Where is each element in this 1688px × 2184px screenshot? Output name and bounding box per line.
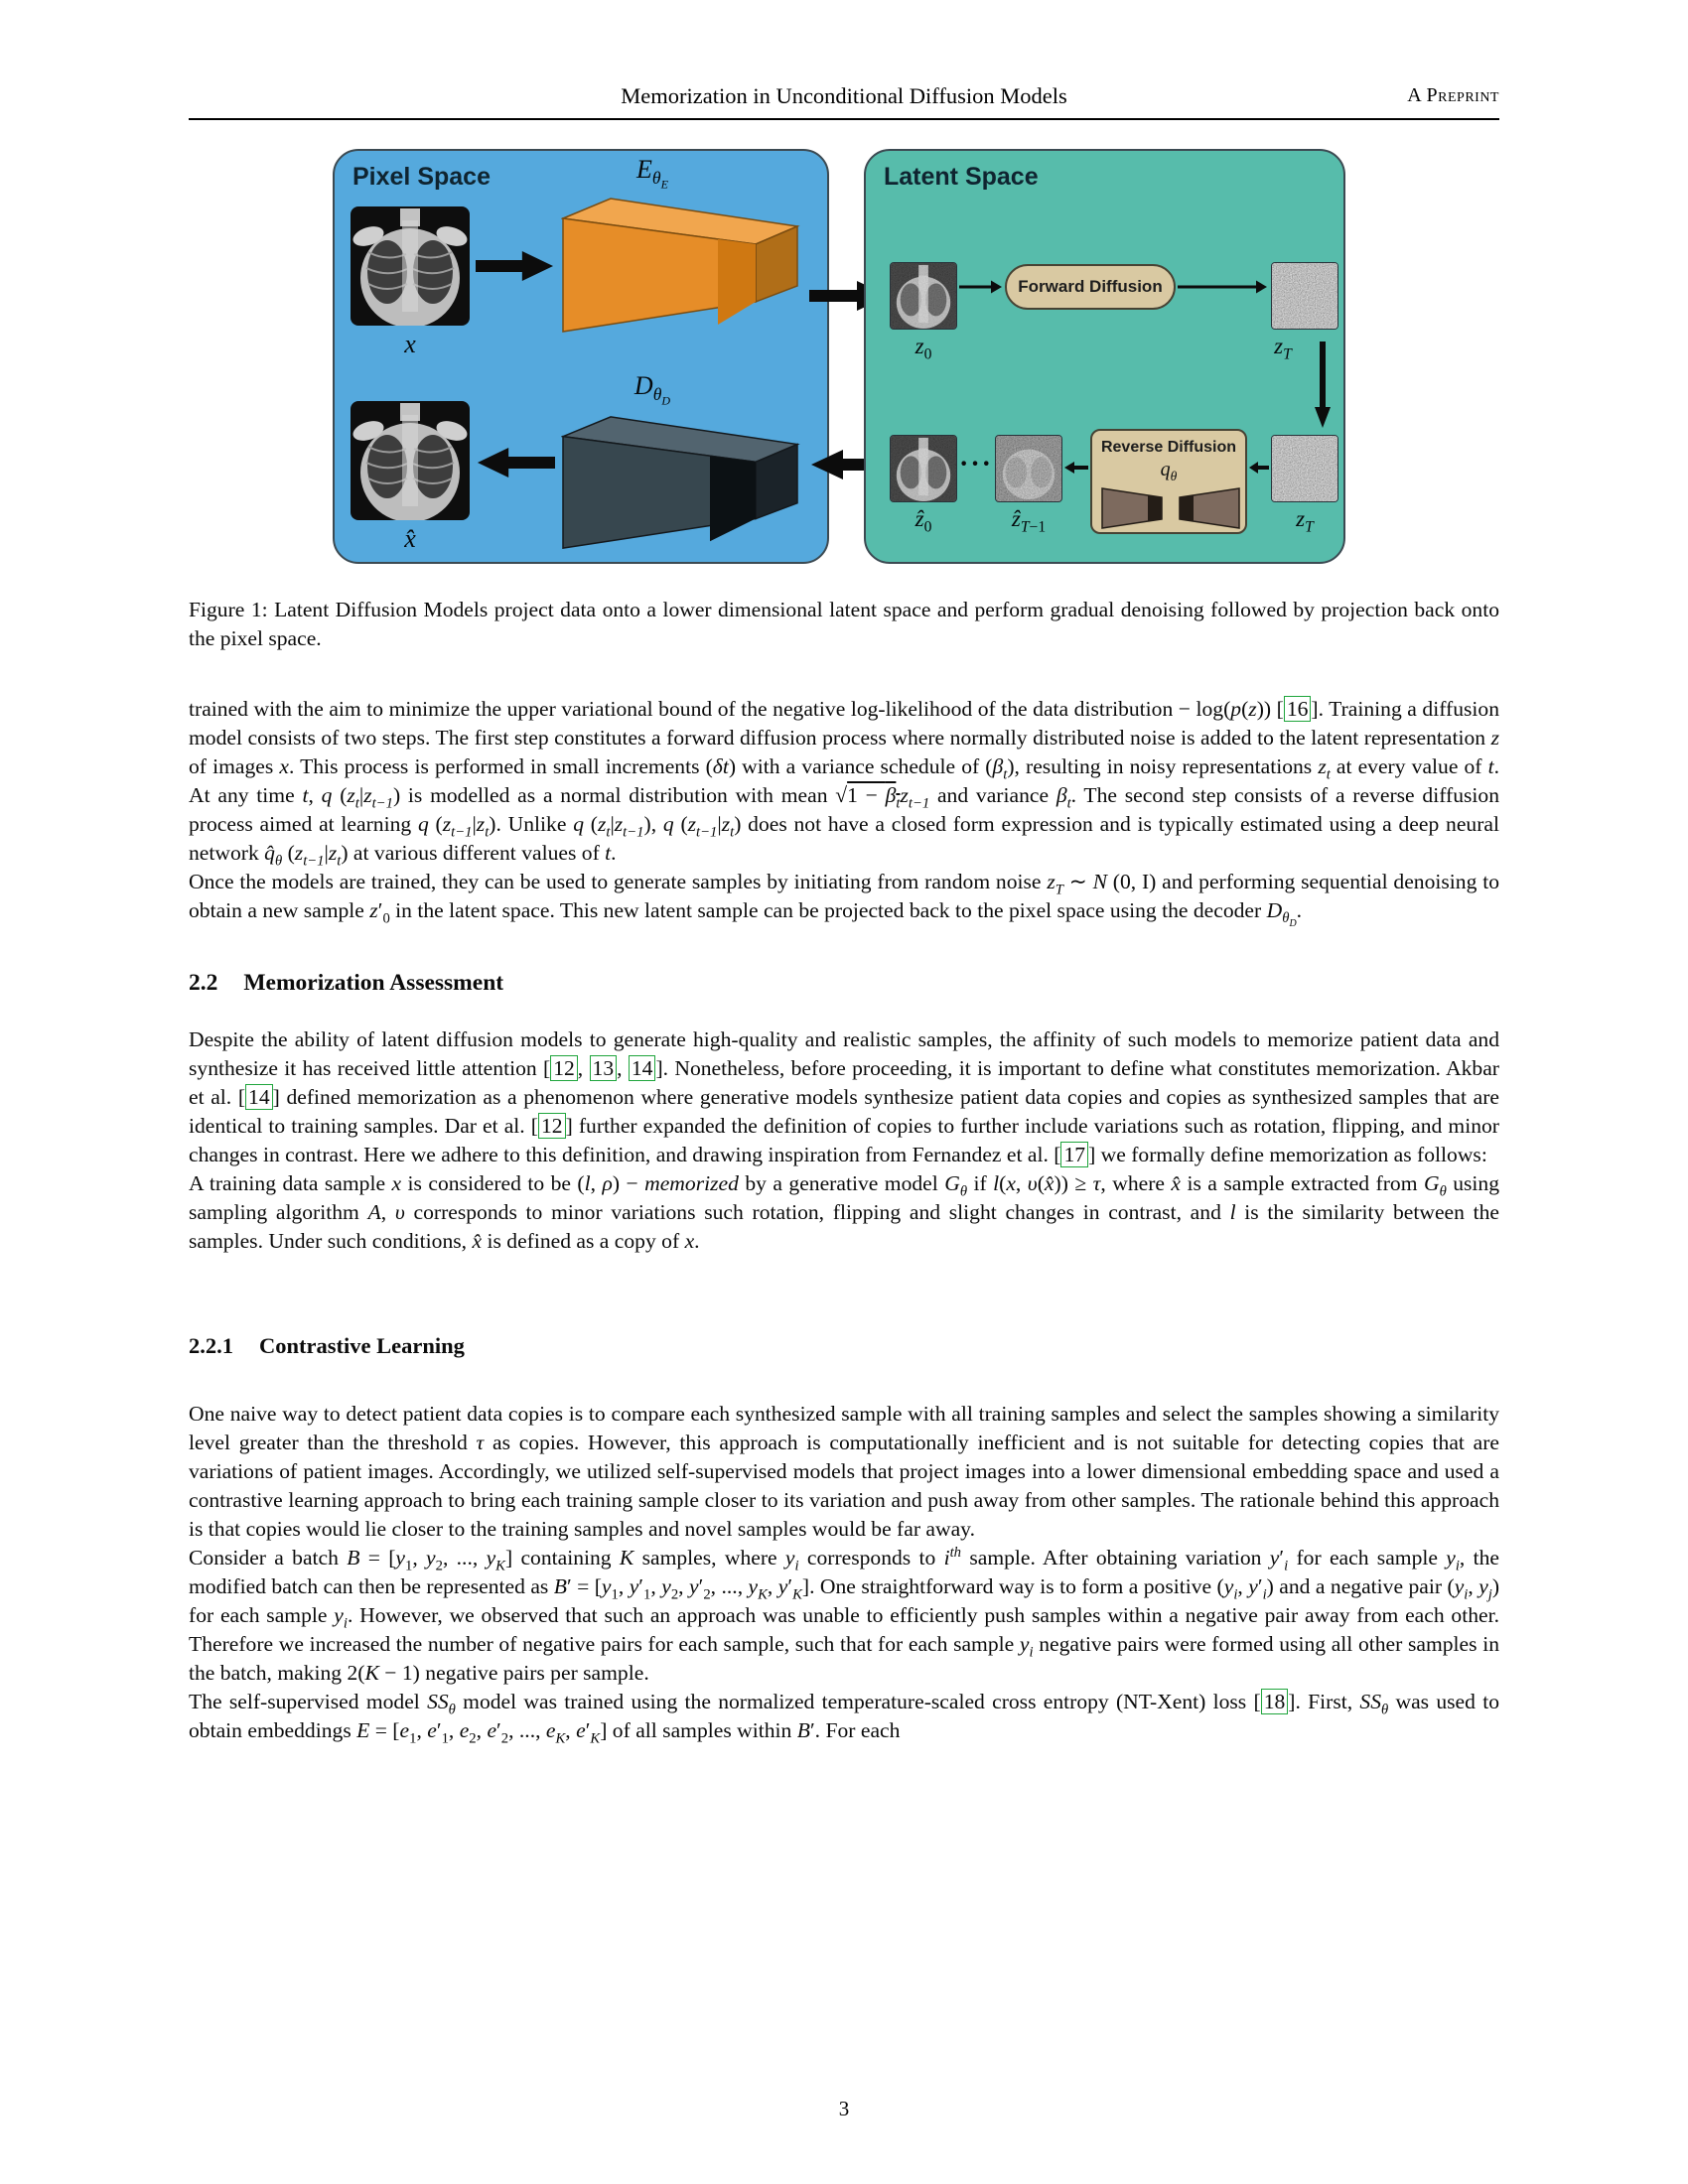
latent-space-panel bbox=[864, 149, 1345, 564]
reverse-diffusion-network-icon bbox=[1100, 486, 1241, 530]
citation-link[interactable]: 17 bbox=[1060, 1142, 1088, 1167]
latent-zhat-T-1-image bbox=[995, 435, 1062, 502]
citation-link[interactable]: 18 bbox=[1261, 1689, 1289, 1714]
pixel-space-title: Pixel Space bbox=[352, 163, 491, 191]
paragraph-ntxent: The self-supervised model $SS_\theta$ model was trained using the normalized temperature-scaled cross entropy (NT-Xent) loss [ 18 ]. First, $SS_\theta$ was used to obtain embeddings $E = [e_1$, $e'_1$, $e_2$, $e'_2$, ..., $e_K$, $e'_K$] of all samples within B′. For each bbox=[189, 1690, 1500, 1747]
latent-zT-bottom-image bbox=[1271, 435, 1338, 502]
subsection-title: Contrastive Learning bbox=[259, 1333, 465, 1358]
running-title: Memorization in Unconditional Diffusion Models bbox=[621, 83, 1067, 108]
body-text bbox=[189, 695, 1499, 1745]
citation-link[interactable]: 14 bbox=[629, 1055, 656, 1081]
encoder-shape bbox=[561, 191, 803, 340]
decoder-label: $D_{\theta_D}$ bbox=[633, 371, 671, 408]
reverse-diffusion-label: Reverse Diffusion bbox=[1100, 439, 1237, 456]
encoder-label: $E_{\theta_E}$ bbox=[636, 155, 668, 192]
forward-diffusion-box bbox=[1005, 264, 1176, 310]
decoder-output-arrow bbox=[476, 447, 555, 478]
citation-link[interactable]: 16 bbox=[1284, 696, 1312, 722]
reconstructed-xray-image bbox=[351, 401, 470, 520]
ellipsis-dots: ··· bbox=[959, 449, 994, 479]
preprint-label: A Preprint bbox=[1407, 84, 1499, 106]
q-theta-label: $q_\theta$ bbox=[1160, 459, 1178, 483]
section-2-2-1-heading bbox=[189, 1331, 1499, 1360]
figure-caption: Figure 1: Latent Diffusion Models project data onto a lower dimensional latent space and perform gradual denoising followed by projection back onto the pixel space. bbox=[189, 598, 1499, 650]
reverse-to-zhat-arrow bbox=[1064, 461, 1088, 475]
section-number: 2.2 bbox=[189, 970, 218, 996]
latent-z0-image bbox=[890, 262, 957, 330]
citation-link[interactable]: 13 bbox=[590, 1055, 618, 1081]
figure-1-diagram bbox=[333, 149, 1345, 564]
paragraph-memorized-formal: A training data sample x is considered to be (l, ρ) − memorized by a generative model $G_\theta$ if l(x, υ(x̂)) ≥ τ, where x̂ is a sample extracted from $G_\theta$ using sampling algorithm A, υ corresponds to minor variations such rotation, flipping and slight changes in contrast, and l is the similarity between the samples. Under such conditions, x̂ is defined as a copy of x. bbox=[189, 1171, 1500, 1253]
header-rule bbox=[189, 118, 1499, 120]
zT-label: $z_T$ bbox=[1274, 334, 1292, 363]
decoder-shape bbox=[561, 411, 803, 558]
z0-label: $z_0$ bbox=[914, 334, 932, 363]
page-number: 3 bbox=[838, 2097, 850, 2120]
section-title: Memorization Assessment bbox=[243, 970, 504, 996]
paragraph-diffusion-training: trained with the aim to minimize the upper variational bound of the negative log-likelihood of the data distribution − log(p(z)) [ 16 ]. Training a diffusion model consists of two steps. The first step constitutes a forward diffusion process where normally distributed noise is added to the latent representation z of images x. This process is performed in small increments (δt) with a variance schedule of $(\beta_t)$, resulting in noisy representations $z_t$ at every value of t. At any time t, q $(z_t|z_{t-1})$ is modelled as a normal distribution with mean $√1 - \beta_tz_{t-1}$ and variance $\beta_t$. The second step consists of a reverse diffusion process aimed at learning q $(z_{t-1}|z_t)$. Unlike q $(z_t|z_{t-1})$, q $(z_{t-1}|z_t)$ does not have a closed form expression and is typically estimated using a deep neural network $q̂_\theta$ $(z_{t-1}|z_t)$ at various different values of t. bbox=[189, 697, 1500, 870]
paragraph-contrastive-intro: One naive way to detect patient data copies is to compare each synthesized sample with all training samples and select the samples showing a similarity level greater than the threshold τ as copies. However, this approach is computationally inefficient and is not suitable for detecting copies that are variations of patient images. Accordingly, we utilized self-supervised models that project images into a lower dimensional embedding space and used a contrastive learning approach to bring each training sample closer to its variation and push away from other samples. The rationale behind this approach is that copies would lie closer to the training samples and novel samples would be far away. bbox=[189, 1402, 1499, 1541]
forward-to-zT-arrow bbox=[1178, 279, 1269, 295]
latent-zT-image bbox=[1271, 262, 1338, 330]
citation-link[interactable]: 14 bbox=[245, 1084, 273, 1110]
paragraph-memorization-definition: Despite the ability of latent diffusion models to generate high-quality and realistic samples, the affinity of such models to memorize patient data and synthesize it has received little attention [ 12 , 13 , 14 ]. Nonetheless, before proceeding, it is important to define what constitutes memorization. Akbar et al. [ 14 ] defined memorization as a phenomenon where generative models synthesize patient data copies and copies as synthesized samples that are identical to training samples. Dar et al. [ 12 ] further expanded the definition of copies to further include variations such as rotation, flipping, and minor changes in contrast. Here we adhere to this definition, and drawing inspiration from Fernandez et al. [ 17 ] we formally define memorization as follows: bbox=[189, 1027, 1500, 1166]
z0-to-forward-arrow bbox=[959, 279, 1003, 295]
subsection-number: 2.2.1 bbox=[189, 1333, 233, 1358]
pixel-space-panel bbox=[333, 149, 829, 564]
zT-down-arrow bbox=[1315, 341, 1331, 429]
paragraph-sampling: Once the models are trained, they can be used to generate samples by initiating from random noise $z_T$ ∼ N (0, I) and performing sequential denoising to obtain a new sample $z'_0$ in the latent space. This new latent sample can be projected back to the pixel space using the decoder $D_{\theta_D}$. bbox=[189, 870, 1499, 930]
section-2-2-heading bbox=[189, 969, 1499, 998]
zT-to-reverse-arrow bbox=[1249, 461, 1269, 475]
reverse-diffusion-box bbox=[1090, 429, 1247, 534]
zhat-T-1-label: ẑ$_{T-1}$ bbox=[1011, 506, 1047, 536]
forward-diffusion-label: Forward Diffusion bbox=[1018, 277, 1163, 296]
paragraph-batch: Consider a batch $B = [y_1$, $y_2$, ..., $y_K$] containing K samples, where $y_i$ corresponds to $i^{th}$ sample. After obtaining variation $y'_i$ for each sample $y_i$, the modified batch can then be represented as $B' = [y_1$, $y'_1$, $y_2$, $y'_2$, ..., $y_K$, $y'_K$]. One straightforward way is to form a positive ($y_i$, $y'_i$) and a negative pair ($y_i$, $y_j$) for each sample $y_i$. However, we observed that such an approach was unable to efficiently push samples within a negative pair away from each other. Therefore we increased the number of negative pairs for each sample, such that for each sample $y_i$ negative pairs were formed using all other samples in the batch, making 2(K − 1) negative pairs per sample. bbox=[189, 1544, 1500, 1685]
latent-space-title: Latent Space bbox=[884, 163, 1039, 191]
latent-zhat0-image bbox=[890, 435, 957, 502]
zhat0-label: ẑ$_0$ bbox=[914, 506, 932, 536]
zT-bottom-label: $z_T$ bbox=[1296, 506, 1314, 536]
citation-link[interactable]: 12 bbox=[538, 1113, 566, 1139]
citation-link[interactable]: 12 bbox=[550, 1055, 578, 1081]
x-label: x bbox=[404, 330, 416, 358]
x-hat-label: x̂ bbox=[404, 524, 416, 553]
input-xray-image bbox=[351, 206, 470, 326]
encoder-input-arrow bbox=[476, 250, 555, 282]
